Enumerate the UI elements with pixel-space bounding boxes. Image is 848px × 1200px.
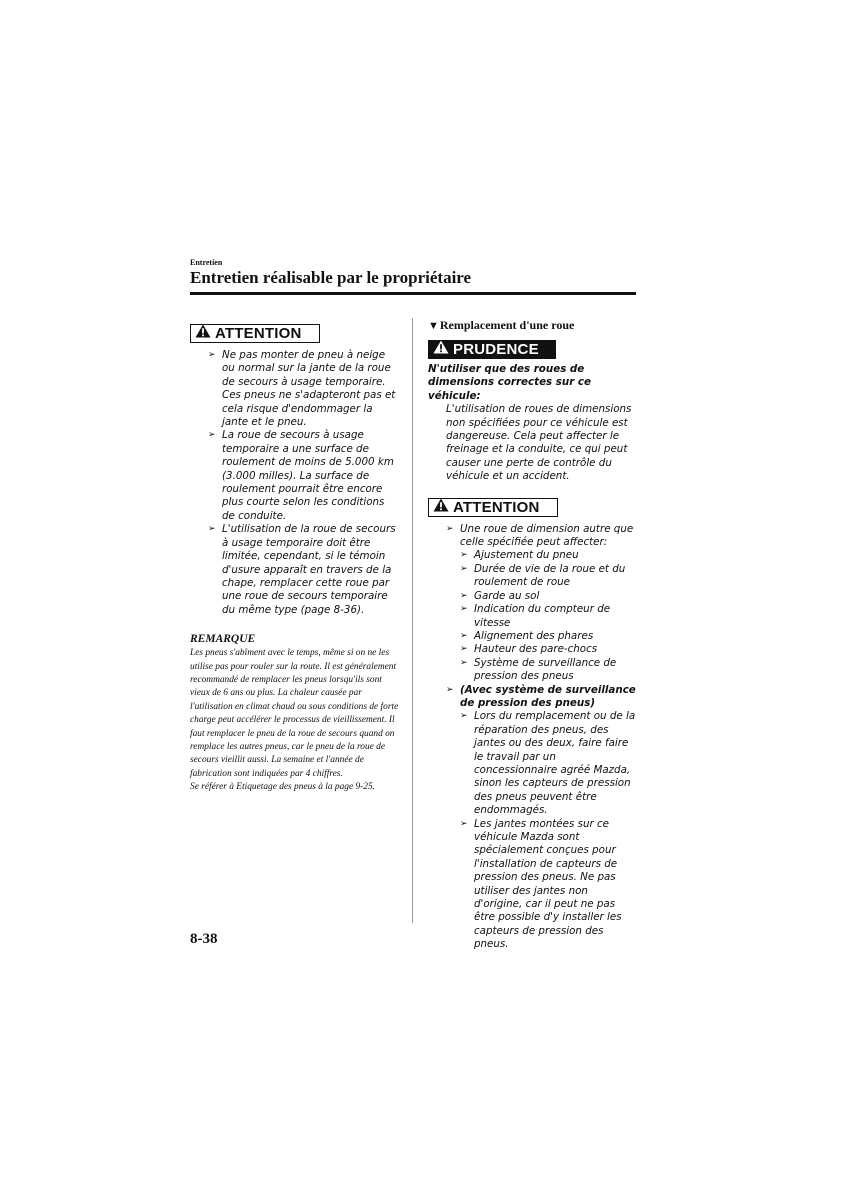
column-divider	[412, 318, 413, 923]
attention-box-right	[428, 498, 558, 517]
sub-list	[460, 710, 636, 951]
warning-triangle-icon	[433, 498, 449, 517]
remarque-heading: REMARQUE	[190, 633, 256, 646]
remarque-body	[190, 647, 402, 794]
sub-list-item: ➢ Durée de vie de la roue et du roulement de roue	[460, 563, 636, 590]
page-title: Entretien réalisable par le propriétaire	[190, 268, 472, 287]
attention-label: ATTENTION	[215, 325, 302, 342]
sub-list-item: ➢ Indication du compteur de vitesse	[460, 603, 636, 630]
section-label: Entretien	[190, 258, 223, 267]
remarque-text: Les pneus s'abîment avec le temps, même si on ne les utilise pas pour rouler sur la route. Il est généralement recommandé de remplacer les pneus lorsqu'ils sont vieux de 6 ans ou plus. La chaleur causée par l'utilisation en climat chaud ou sous conditions de forte charge peut accélérer le processus de vieillissement. Il faut remplacer le pneu de la roue de secours quand on remplace les autres pneus, car le pneu de la roue de secours vieillit aussi. La semaine et l'année de fabrication sont indiquées par 4 chiffres.	[190, 648, 399, 779]
prudence-title: N'utiliser que des roues de dimensions correctes sur ce véhicule:	[428, 363, 591, 402]
prudence-text: L'utilisation de roues de dimensions non spécifiées pour ce véhicule est dangereuse. Cela peut affecter le freinage et la conduite, ce qui peut causer une perte de contrôle du véhicule et un accident.	[446, 403, 632, 483]
list-item-text: (Avec système de surveillance de pression des pneus)	[460, 683, 636, 709]
list-item: ➢ Ne pas monter de pneu à neige ou normal sur la jante de la roue de secours à usage temporaire. Ces pneus ne s'adapteront pas et cela risque d'endommager la jante et le pneu.	[208, 349, 400, 429]
sub-list-item: ➢ Système de surveillance de pression des pneus	[460, 657, 636, 684]
list-item-text: Une roue de dimension autre que celle spécifiée peut affecter:	[460, 522, 634, 549]
prudence-box	[428, 340, 556, 359]
list-item	[446, 684, 636, 952]
sub-list-item: ➢ Garde au sol	[460, 590, 636, 603]
warning-triangle-icon	[195, 324, 211, 343]
sub-list-item: ➢ Alignement des phares	[460, 630, 636, 643]
attention-list-right	[446, 523, 636, 952]
triangle-down-icon: ▼	[428, 320, 439, 332]
list-item: ➢ L'utilisation de la roue de secours à usage temporaire doit être limitée, cependant, si le témoin d'usure apparaît en travers de la chape, remplacer cette roue par une roue de secours temporaire du même type (page 8-36).	[208, 523, 400, 617]
title-rule	[190, 292, 636, 295]
sub-list-item: ➢ Hauteur des pare-chocs	[460, 643, 636, 656]
warning-triangle-icon	[433, 340, 449, 359]
sub-list-item: ➢ Les jantes montées sur ce véhicule Mazda sont spécialement conçues pour l'installation de capteurs de pression des pneus. Ne pas utiliser des jantes non d'origine, car il peut ne pas être possible d'y installer les capteurs de pression des pneus.	[460, 818, 636, 952]
left-column	[190, 324, 402, 795]
page-number: 8-38	[190, 931, 218, 947]
attention-list-left	[208, 349, 400, 617]
sub-list-item: ➢ Lors du remplacement ou de la réparation des pneus, des jantes ou des deux, faire faire le travail par un concessionnaire agréé Mazda, sinon les capteurs de pression des pneus peuvent être endommagés.	[460, 710, 636, 817]
attention-box-left	[190, 324, 320, 343]
sub-list	[460, 549, 636, 683]
list-item: ➢ La roue de secours à usage temporaire a une surface de roulement de moins de 5.000 km (3.000 milles). La surface de roulement pourrait être encore plus courte selon les conditions de conduite.	[208, 429, 400, 523]
prudence-label: PRUDENCE	[453, 341, 539, 358]
list-item	[446, 523, 636, 684]
right-column	[428, 318, 636, 952]
remarque-reference: Se référer à Etiquetage des pneus à la page 9-25.	[190, 782, 376, 793]
attention-label: ATTENTION	[453, 498, 540, 516]
subsection-title: Remplacement d'une roue	[439, 318, 575, 332]
sub-list-item: ➢ Ajustement du pneu	[460, 549, 636, 562]
subsection-heading	[428, 318, 636, 333]
